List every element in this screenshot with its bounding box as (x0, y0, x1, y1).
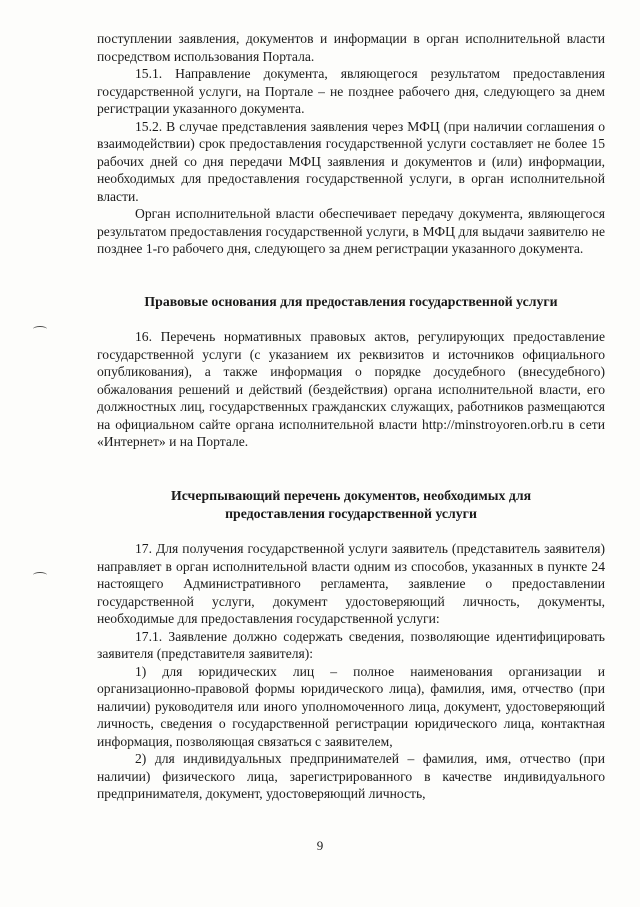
margin-scan-mark (33, 572, 47, 578)
heading-documents-list (97, 487, 605, 523)
heading-documents-line-1: Исчерпывающий перечень документов, необходимых для (170, 488, 532, 503)
text-section-documents (97, 540, 605, 803)
paragraph-16: 16. Перечень нормативных правовых актов, регулирующих предоставление государственной услуги (с указанием их реквизитов и источников официального опубликования), а также информация о порядке досудебного (внесудебного) обжалования решений и действий (бездействия) органа исполнительной власти, его должностных лиц, государственных гражданских служащих, работников размещаются на официальном сайте органа исполнительной власти http://minstroyoren.orb.ru в сети «Интернет» и на Портале. (97, 329, 605, 449)
heading-legal-basis: Правовые основания для предоставления государственной услуги (144, 294, 558, 309)
margin-scan-mark (33, 326, 47, 332)
paragraph-15-1: 15.1. Направление документа, являющегося результатом предоставления государственной услуги, на Портале – не позднее рабочего дня, следующего за днем регистрации указанного документа. (97, 66, 605, 116)
text-section-legal (97, 328, 605, 451)
list-item-entrepreneurs: 2) для индивидуальных предпринимателей – фамилия, имя, отчество (при наличии) физического лица, зарегистрированного в качестве индивидуального предпринимателя, документ, удостоверяющий личность, (97, 751, 605, 801)
text-section-top (97, 30, 605, 258)
paragraph-17-1: 17.1. Заявление должно содержать сведения, позволяющие идентифицировать заявителя (представителя заявителя): (97, 628, 605, 661)
paragraph-continuation: поступлении заявления, документов и информации в орган исполнительной власти посредством использования Портала. (97, 31, 605, 64)
paragraph-organ-transfer: Орган исполнительной власти обеспечивает передачу документа, являющегося результатом предоставления государственной услуги, в МФЦ для выдачи заявителю не позднее 1-го рабочего дня, следующего за днем регистрации указанного документа. (97, 206, 605, 256)
paragraph-15-2: 15.2. В случае представления заявления через МФЦ (при наличии соглашения о взаимодействии) срок предоставления государственной услуги составляет не более 15 рабочих дней со дня передачи МФЦ заявления и документов и (или) информации, необходимых для предоставления государственной услуги, в орган исполнительной власти. (97, 118, 605, 204)
page-number: 9 (316, 838, 324, 853)
heading-documents-line-2: предоставления государственной услуги (225, 506, 477, 521)
paragraph-17: 17. Для получения государственной услуги заявитель (представитель заявителя) направляет в орган исполнительной власти одним из способов, указанных в пункте 24 настоящего Административного регламента, заявление о предоставлении государственной услуги, документ удостоверяющий личность, документы, необходимые для предоставления государственной услуги: (97, 541, 605, 626)
list-item-legal-entities: 1) для юридических лиц – полное наименования организации и организационно-правовой формы юридического лица), фамилия, имя, отчество (при наличии) руководителя или иного уполномоченного лица, документ, удостоверяющий личность, сведения о государственной регистрации юридического лица, контактная информация, позволяющая связаться с заявителем, (97, 663, 605, 749)
